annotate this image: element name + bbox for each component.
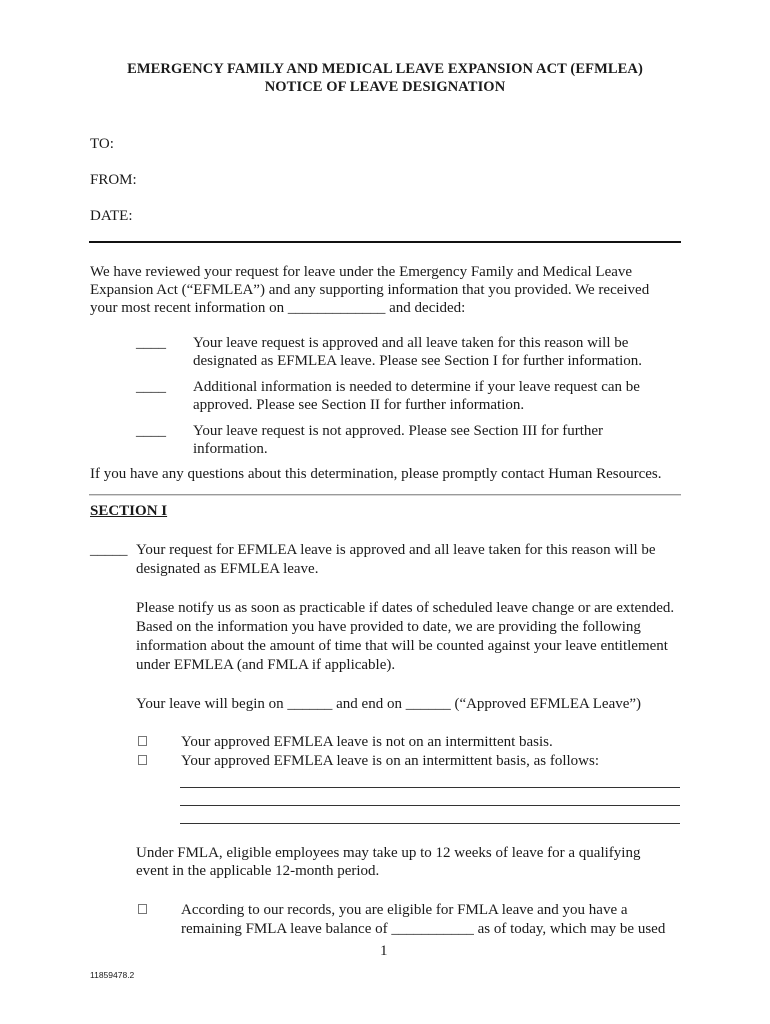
- header-divider: [89, 241, 681, 243]
- intro-line-3-b: and decided:: [385, 300, 466, 316]
- option-1-blank[interactable]: ____: [136, 335, 166, 351]
- received-date-blank[interactable]: _____________: [287, 300, 386, 316]
- section-divider: [89, 494, 681, 495]
- intermittent-detail-line-1[interactable]: [180, 787, 680, 788]
- eligible-line-2: remaining FMLA leave balance of ___________ as of today, which may be used: [181, 921, 666, 937]
- fmla-line-1: Under FMLA, eligible employees may take up to 12 weeks of leave for a qualifying: [136, 845, 641, 861]
- intermittent-detail-line-3[interactable]: [180, 823, 680, 824]
- intro-line-2: Expansion Act (“EFMLEA”) and any supporting information that you provided. We received: [90, 282, 650, 298]
- option-3-line-1: Your leave request is not approved. Please see Section III for further: [193, 423, 604, 439]
- section-1-heading: SECTION I: [90, 503, 168, 519]
- page-number: 1: [380, 943, 388, 959]
- intermittent-detail-line-2[interactable]: [180, 805, 680, 806]
- option-2-blank[interactable]: ____: [136, 379, 166, 395]
- date-label: DATE:: [90, 208, 133, 224]
- leave-dates-line: Your leave will begin on ______ and end on ______ (“Approved EFMLEA Leave”): [136, 696, 642, 712]
- option-2-line-2: approved. Please see Section II for further information.: [193, 397, 525, 413]
- document-title-line2: NOTICE OF LEAVE DESIGNATION: [264, 79, 506, 95]
- intro-line-1: We have reviewed your request for leave under the Emergency Family and Medical Leave: [90, 264, 633, 280]
- option-2-line-1: Additional information is needed to determine if your leave request can be: [193, 379, 640, 395]
- notify-line-4: under EFMLEA (and FMLA if applicable).: [136, 657, 396, 673]
- option-3-line-2: information.: [193, 441, 268, 457]
- intermittent-label: Your approved EFMLEA leave is on an intermittent basis, as follows:: [181, 753, 600, 769]
- not-intermittent-checkbox[interactable]: [138, 736, 147, 746]
- fmla-eligible-checkbox[interactable]: [138, 904, 147, 914]
- option-1-line-2: designated as EFMLEA leave. Please see Section I for further information.: [193, 353, 643, 369]
- fmla-line-2: event in the applicable 12-month period.: [136, 863, 380, 879]
- eligible-line-1: According to our records, you are eligible for FMLA leave and you have a: [181, 902, 628, 918]
- intermittent-checkbox[interactable]: [138, 755, 147, 765]
- notify-line-3: information about the amount of time that will be counted against your leave entitlement: [136, 638, 668, 654]
- option-1-line-1: Your leave request is approved and all leave taken for this reason will be: [193, 335, 629, 351]
- section-1-approved-blank[interactable]: _____: [90, 542, 128, 558]
- option-3-blank[interactable]: ____: [136, 423, 166, 439]
- intro-line-3: [90, 299, 465, 318]
- not-intermittent-label: Your approved EFMLEA leave is not on an intermittent basis.: [181, 734, 553, 750]
- notify-line-2: Based on the information you have provided to date, we are providing the following: [136, 619, 641, 635]
- from-label: FROM:: [90, 172, 137, 188]
- document-id: 11859478.2: [90, 970, 135, 980]
- document-title-line1: EMERGENCY FAMILY AND MEDICAL LEAVE EXPANSION ACT (EFMLEA): [127, 61, 643, 77]
- to-label: TO:: [90, 136, 114, 152]
- notify-line-1: Please notify us as soon as practicable if dates of scheduled leave change or are extended.: [136, 600, 675, 616]
- section-1-approved-line-2: designated as EFMLEA leave.: [136, 561, 319, 577]
- intro-line-3-a: your most recent information on: [90, 300, 288, 316]
- contact-line: If you have any questions about this determination, please promptly contact Human Resources.: [90, 466, 662, 482]
- section-1-approved-line-1: Your request for EFMLEA leave is approved and all leave taken for this reason will be: [136, 542, 656, 558]
